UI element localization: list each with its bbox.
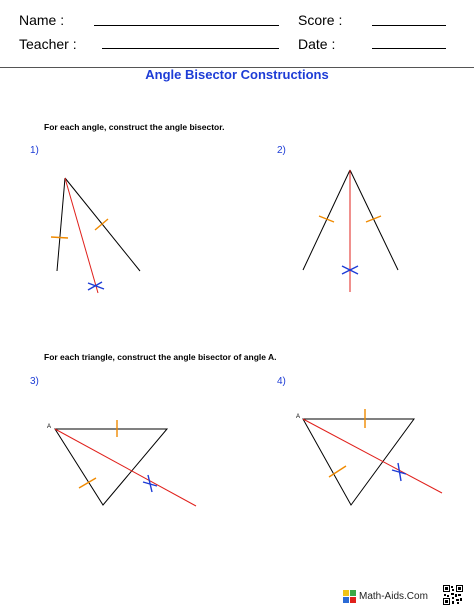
math-aids-logo[interactable] <box>343 588 428 604</box>
arc-mark <box>51 237 68 238</box>
angle-ray <box>303 170 350 270</box>
problem-3-figure <box>47 420 196 506</box>
triangle <box>55 429 167 505</box>
date-label: Date : <box>298 36 336 52</box>
triangle <box>303 419 414 505</box>
triangle-section-instruction: For each triangle, construct the angle bisector of angle A. <box>44 352 277 362</box>
vertex-a-label: A <box>296 414 301 420</box>
problem-4-figure <box>296 409 442 505</box>
problem-1-figure <box>51 178 140 293</box>
arc-mark <box>79 478 96 488</box>
math-aids-logo-icon <box>343 590 356 603</box>
problem-3-number: 3) <box>30 376 39 387</box>
angle-ray <box>57 178 65 271</box>
teacher-label: Teacher : <box>19 36 77 52</box>
arc-mark <box>366 216 381 222</box>
bisector-line <box>65 178 98 293</box>
logo-text: Math-Aids.Com <box>359 590 428 602</box>
problem-2-number: 2) <box>277 145 286 156</box>
worksheet-title: Angle Bisector Constructions <box>145 67 329 82</box>
problem-1-number: 1) <box>30 145 39 156</box>
qr-code-icon <box>443 585 463 605</box>
angle-ray <box>350 170 398 270</box>
problem-4-number: 4) <box>277 376 286 387</box>
arc-mark <box>329 466 346 477</box>
name-label: Name : <box>19 12 65 28</box>
bisector-line <box>55 429 196 506</box>
problem-2-figure <box>303 170 398 292</box>
angle-section-instruction: For each angle, construct the angle bisector. <box>44 122 225 132</box>
vertex-a-label: A <box>47 424 52 430</box>
score-label: Score : <box>298 12 343 28</box>
